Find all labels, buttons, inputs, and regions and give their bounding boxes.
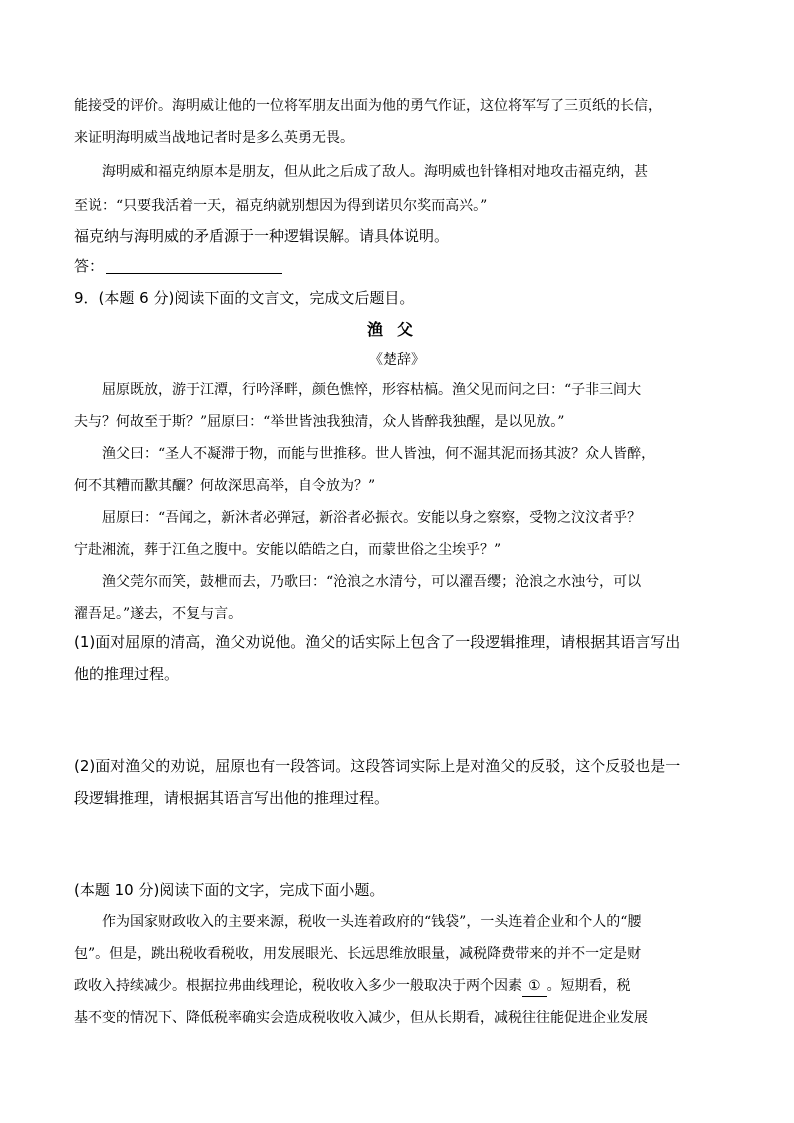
- text-line: 濯吾足。”遂去，不复与言。: [74, 606, 243, 622]
- text-line: 作为国家财政收入的主要来源，税收一头连着政府的“钱袋”，一头连着企业和个人的“腰: [102, 914, 642, 930]
- answer-blank[interactable]: [106, 257, 282, 274]
- text-line: 宁赴湘流，葬于江鱼之腹中。安能以皓皓之白，而蒙世俗之尘埃乎？”: [74, 542, 502, 558]
- text-line: 来证明海明威当战地记者时是多么英勇无畏。: [74, 130, 354, 146]
- answer-row: [74, 256, 722, 276]
- subquestion-1-cont: 他的推理过程。: [74, 665, 180, 683]
- text-line: 夫与？何故至于斯？”屈原曰：“举世皆浊我独清，众人皆醉我独醒，是以见放。”: [74, 414, 565, 430]
- subquestion-2-cont: 段逻辑推理，请根据其语言写出他的推理过程。: [74, 789, 390, 807]
- poem-title: 渔父: [366, 320, 427, 339]
- text-line: 何不其糟而歠其釃？何故深思高举，自令放为？”: [74, 478, 376, 494]
- text-line: 渔父莞尔而笑，鼓枻而去，乃歌曰：“沧浪之水清兮，可以濯吾缨；沧浪之水浊兮，可以: [102, 574, 642, 590]
- text-line: 屈原既放，游于江潭，行吟泽畔，颜色憔悴，形容枯槁。渔父见而问之曰：“子非三闾大: [102, 382, 642, 398]
- subquestion-2: (2)面对渔父的劝说，屈原也有一段答词。这段答词实际上是对渔父的反驳，这个反驳也是一: [74, 757, 681, 775]
- text-line: 基不变的情况下、降低税率确实会造成税收收入减少，但从长期看，减税往往能促进企业发展: [74, 1010, 648, 1026]
- text-line: 至说：“只要我活着一天，福克纳就别想因为得到诺贝尔奖而高兴。”: [74, 198, 488, 214]
- question-10-heading: (本题 10 分)阅读下面的文字，完成下面小题。: [74, 881, 385, 899]
- answer-label: 答：: [74, 257, 105, 275]
- text-line-with-blank: 政收入持续减少。根据拉弗曲线理论，税收收入多少一般取决于两个因素 ① 。短期看，税: [74, 976, 722, 997]
- text-line: 包”。但是，跳出税收看税收，用发展眼光、长远思维放眼量，减税降费带来的并不一定是财: [74, 946, 642, 962]
- text-line: 能接受的评价。海明威让他的一位将军朋友出面为他的勇气作证，这位将军写了三页纸的长信，: [74, 98, 662, 114]
- poem-source: 《楚辞》: [369, 352, 425, 368]
- text-line: 海明威和福克纳原本是朋友，但从此之后成了敌人。海明威也针锋相对地攻击福克纳，甚: [102, 164, 648, 180]
- question-9-heading: 9．(本题 6 分)阅读下面的文言文，完成文后题目。: [74, 289, 415, 307]
- text-line: 屈原曰：“吾闻之，新沐者必弹冠，新浴者必振衣。安能以身之察察，受物之汶汶者乎？: [102, 510, 642, 526]
- question-prompt: 福克纳与海明威的矛盾源于一种逻辑误解。请具体说明。: [74, 227, 450, 245]
- text-line: 渔父曰：“圣人不凝滞于物，而能与世推移。世人皆浊，何不淈其泥而扬其波？众人皆醉，: [102, 446, 656, 462]
- blank-1[interactable]: ①: [522, 976, 547, 997]
- subquestion-1: (1)面对屈原的清高，渔父劝说他。渔父的话实际上包含了一段逻辑推理，请根据其语言写出: [74, 633, 681, 651]
